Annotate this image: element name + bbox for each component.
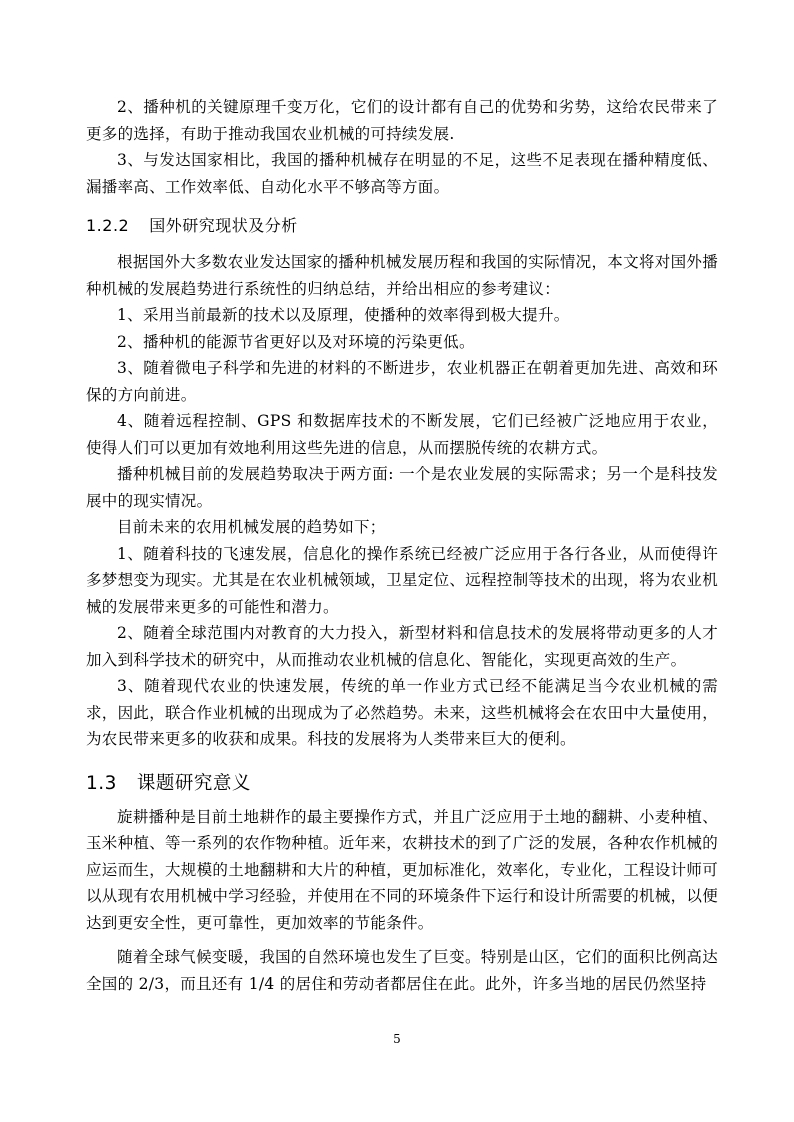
paragraph: 根据国外大多数农业发达国家的播种机械发展历程和我国的实际情况，本文将对国外播种机械的发展趋势进行系统性的归纳总结，并给出相应的参考建议： xyxy=(86,253,718,298)
paragraph: 目前未来的农用机械发展的趋势如下； xyxy=(117,518,386,536)
section-heading-1-3 xyxy=(86,770,718,798)
paragraph: 3、随着现代农业的快速发展，传统的单一作业方式已经不能满足当今农业机械的需求，因此，联合作业机械的出现成为了必然趋势。未来，这些机械将会在农田中大量使用，为农民带来更多的收获和成果。科技的发展将为人类带来巨大的便利。 xyxy=(86,677,719,748)
paragraph: 1、随着科技的飞速发展，信息化的操作系统已经被广泛应用于各行各业，从而使得许多梦想变为现实。尤其是在农业机械领域，卫星定位、远程控制等技术的出现，将为农业机械的发展带来更多的可能性和潜力。 xyxy=(86,544,719,616)
section-number: 1.3 xyxy=(86,772,117,794)
page-body xyxy=(86,94,718,997)
paragraph: 2、随着全球范围内对教育的大力投入，新型材料和信息技术的发展将带动更多的人才加入到科学技术的研究中，从而推动农业机械的信息化、智能化，实现更高效的生产。 xyxy=(86,624,718,669)
section-heading-1-2-2 xyxy=(86,213,718,239)
section-title: 国外研究现状及分析 xyxy=(149,216,298,235)
paragraph: 4、随着远程控制、GPS 和数据库技术的不断发展，它们已经被广泛地应用于农业，使得人们可以更加有效地利用这些先进的信息，从而摆脱传统的农耕方式。 xyxy=(86,412,718,457)
section-number: 1.2.2 xyxy=(86,216,130,235)
paragraph: 3、与发达国家相比，我国的播种机械存在明显的不足，这些不足表现在播种精度低、漏播率高、工作效率低、自动化水平不够高等方面。 xyxy=(86,151,718,196)
paragraph: 旋耕播种是目前土地耕作的最主要操作方式，并且广泛应用于土地的翻耕、小麦种植、玉米种植、等一系列的农作物种植。近年来，农耕技术的到了广泛的发展，各种农作机械的应运而生，大规模的土地翻耕和大片的种植，更加标准化，效率化，专业化，工程设计师可以从现有农用机械中学习经验，并使用在不同的环境条件下运行和设计所需要的机械，以便达到更安全性，更可靠性，更加效率的节能条件。 xyxy=(86,807,719,932)
paragraph: 3、随着微电子科学和先进的材料的不断进步，农业机器正在朝着更加先进、高效和环保的方向前进。 xyxy=(86,359,718,404)
page-number: 5 xyxy=(393,1032,401,1046)
paragraph: 1、采用当前最新的技术以及原理，使播种的效率得到极大提升。 xyxy=(117,306,570,324)
paragraph: 播种机械目前的发展趋势取决于两方面: 一个是农业发展的实际需求；另一个是科技发展中的现实情况。 xyxy=(86,465,718,510)
paragraph: 随着全球气候变暖，我国的自然环境也发生了巨变。特别是山区，它们的面积比例高达全国的 2/3，而且还有 1/4 的居住和劳动者都居住在此。此外，许多当地的居民仍然坚持 xyxy=(86,948,718,993)
paragraph: 2、播种机的关键原理千变万化，它们的设计都有自己的优势和劣势，这给农民带来了更多的选择，有助于推动我国农业机械的可持续发展. xyxy=(86,98,718,143)
paragraph-spacer xyxy=(86,936,718,944)
paragraph: 2、播种机的能源节省更好以及对环境的污染更低。 xyxy=(117,332,475,351)
section-title: 课题研究意义 xyxy=(136,772,251,794)
